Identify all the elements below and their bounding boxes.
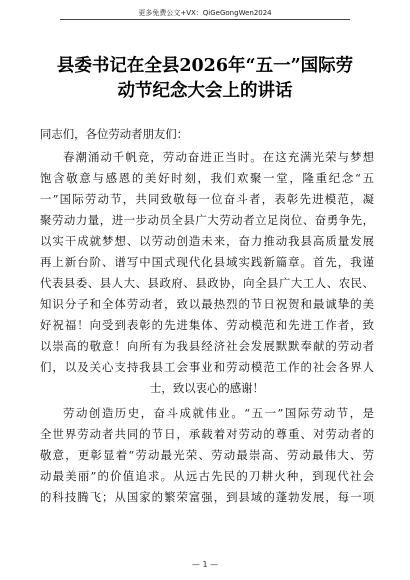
paragraph-line: 好祝福！向受到表彰的先进集体、劳动模范和先进工作者，致 (40, 318, 374, 332)
header-note: 更多免费公文+VX：QiGeGongWen2024 (138, 9, 272, 17)
paragraph-line: 们，以及关心支持我县工会事业和劳动模范工作的社会各界人 (40, 360, 374, 374)
salutation: 同志们，各位劳动者朋友们： (40, 127, 189, 141)
paragraph-line: 以崇高的敬意！向所有为我县经济社会发展默默奉献的劳动者 (40, 339, 374, 353)
title-line-2: 动节纪念大会上的讲话 (117, 81, 293, 101)
title-line-1: 县委书记在全县2026年“五一”国际劳 (56, 56, 354, 76)
paragraph-2 (40, 403, 374, 508)
paragraph-line: 一”国际劳动节，共同致敬每一位奋斗者，表彰先进模范，凝 (40, 192, 374, 206)
paragraph-line: 的科技腾飞；从国家的繁荣富强，到县域的蓬勃发展，每一项 (40, 490, 374, 504)
paragraph-line: 以实干成就梦想、以劳动创造未来，奋力推动我县高质量发展 (40, 234, 374, 248)
document-body (40, 124, 374, 508)
paragraph-line: 代表县委、县人大、县政府、县政协，向全县广大工人、农民、 (40, 276, 374, 290)
paragraph-line: 饱含敬意与感恩的美好时刻，我们欢聚一堂，隆重纪念“五 (40, 171, 374, 185)
paragraph-line: 劳动创造历史，奋斗成就伟业。“五一”国际劳动节，是 (63, 406, 374, 420)
paragraph-line: 全世界劳动者共同的节日，承载着对劳动的尊重、对劳动者的 (40, 427, 374, 441)
header-divider (60, 19, 350, 20)
paragraph-1 (40, 147, 374, 399)
document-title (40, 54, 370, 104)
paragraph-line: 敬意，更彰显着“劳动最光荣、劳动最崇高、劳动最伟大、劳 (40, 448, 374, 462)
paragraph-line: 士，致以衷心的感谢！ (150, 381, 264, 395)
page-number: — 1 — (191, 560, 219, 569)
paragraph-line: 动最美丽”的价值追求。从远古先民的刀耕火种，到现代社会 (40, 469, 374, 483)
paragraph-line: 再上新台阶、谱写中国式现代化县域实践新篇章。首先，我谨 (40, 255, 374, 269)
paragraph-line: 知识分子和全体劳动者，致以最热烈的节日祝贺和最诚挚的美 (40, 297, 374, 311)
paragraph-line: 春潮涌动千帆竞，劳动奋进正当时。在这充满光荣与梦想 (63, 150, 374, 164)
paragraph-line: 聚劳动力量，进一步动员全县广大劳动者立足岗位、奋勇争先， (40, 213, 374, 227)
